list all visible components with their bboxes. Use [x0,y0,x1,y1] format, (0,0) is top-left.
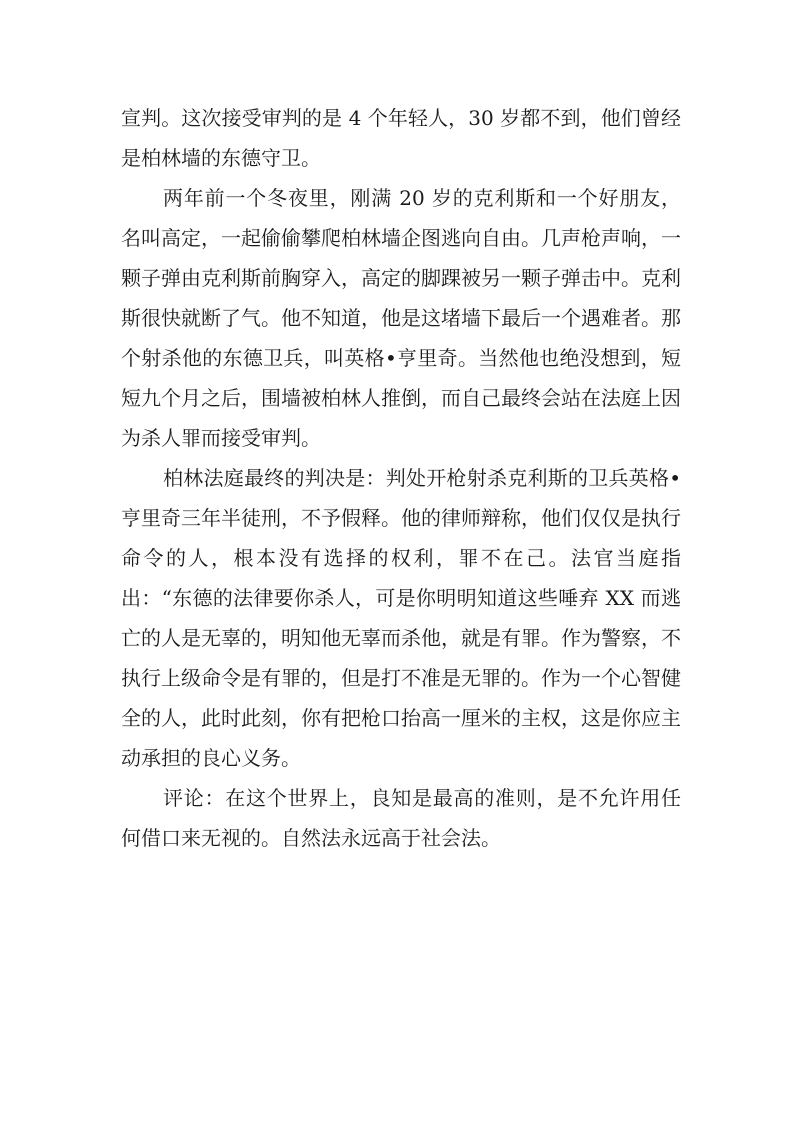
paragraph-commentary: 评论：在这个世界上，良知是最高的准则，是不允许用任何借口来无视的。自然法永远高于社会法。 [121,786,681,850]
paragraph-escape-story: 两年前一个冬夜里，刚满 20 岁的克利斯和一个好朋友，名叫高定，一起偷偷攀爬柏林墙企图逃向自由。几声枪声响，一颗子弹由克利斯前胸穿入，高定的脚踝被另一颗子弹击中。克利斯很快就断了气。他不知道，他是这堵墙下最后一个遇难者。那个射杀他的东德卫兵，叫英格•亨里奇。当然他也绝没想到，短短九个月之后，围墙被柏林人推倒，而自己最终会站在法庭上因为杀人罪而接受审判。 [121,186,681,450]
paragraph-court-ruling: 柏林法庭最终的判决是：判处开枪射杀克利斯的卫兵英格•亨里奇三年半徒刑，不予假释。他的律师辩称，他们仅仅是执行命令的人，根本没有选择的权利，罪不在己。法官当庭指出：“东德的法律要你杀人，可是你明明知道这些唾弃 XX 而逃亡的人是无辜的，明知他无辜而杀他，就是有罪。作为警察，不执行上级命令是有罪的，但是打不准是无罪的。作为一个心智健全的人，此时此刻，你有把枪口抬高一厘米的主权，这是你应主动承担的良心义务。 [121,466,681,770]
paragraph-verdict-intro: 宣判。这次接受审判的是 4 个年轻人，30 岁都不到，他们曾经是柏林墙的东德守卫。 [121,106,681,170]
body-text [121,98,681,858]
